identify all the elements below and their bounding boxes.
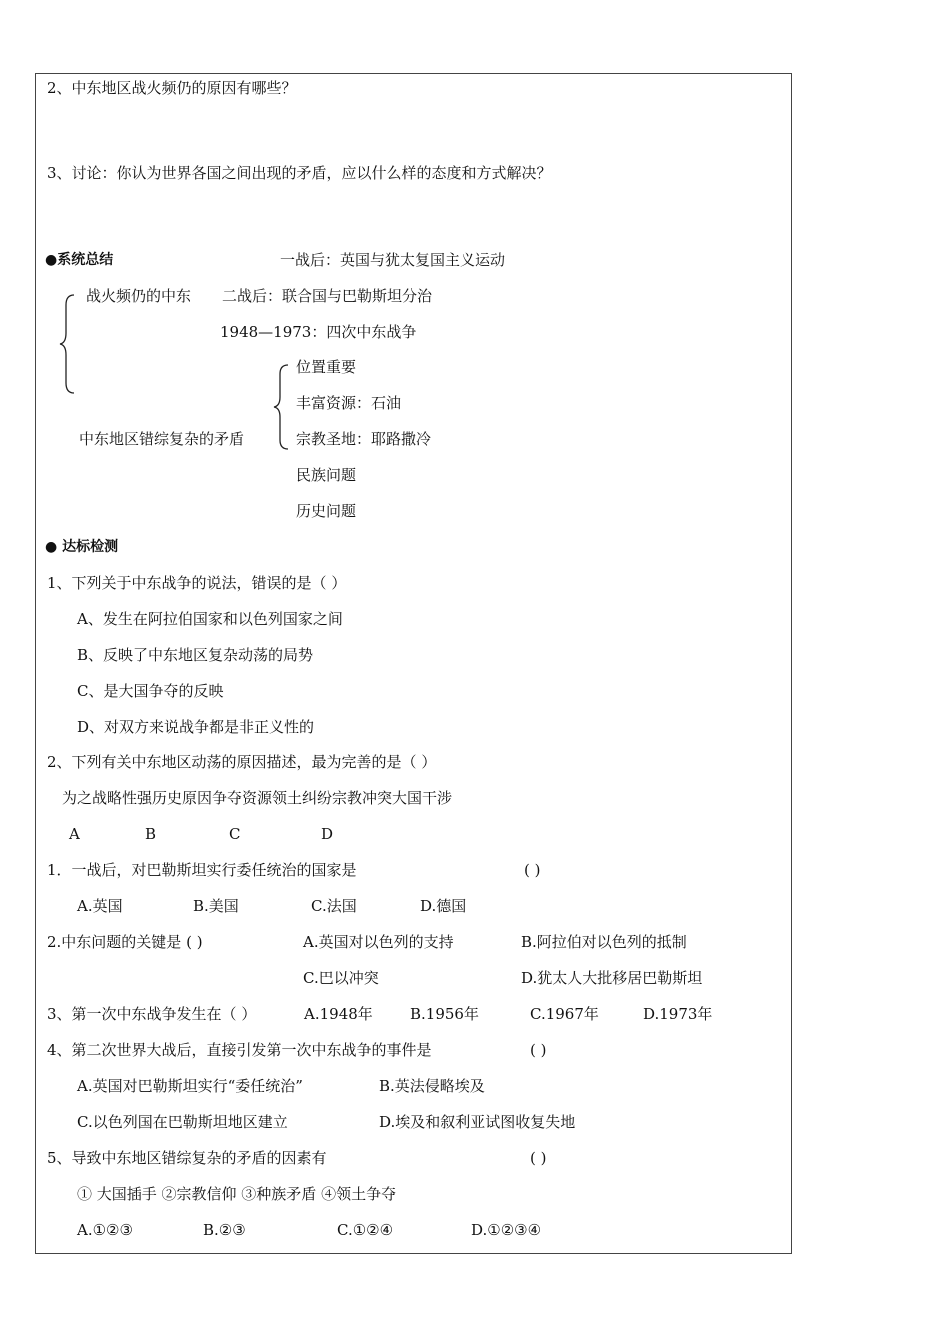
test-q5b-option-a: A.①②③ [77, 1221, 133, 1239]
summary-branch2-title: 中东地区错综复杂的矛盾 [79, 430, 245, 448]
test-q4b-option-b: B.英法侵略埃及 [379, 1077, 485, 1095]
test-q2b-option-a: A.英国对以色列的支持 [303, 933, 454, 951]
test-q3b-option-b: B.1956年 [410, 1005, 479, 1023]
summary-branch2-item: 位置重要 [296, 358, 357, 376]
test-q2b-option-b: B.阿拉伯对以色列的抵制 [521, 933, 687, 951]
test-q2-option-d: D [321, 825, 334, 843]
test-q2-option-a: A [69, 825, 80, 843]
test-q2-stem: 2、下列有关中东地区动荡的原因描述，最为完善的是（ ） [47, 753, 437, 771]
test-q1b-option-a: A.英国 [77, 897, 123, 915]
question-3: 3、讨论：你认为世界各国之间出现的矛盾，应以什么样的态度和方式解决？ [47, 164, 552, 182]
summary-branch2-item: 丰富资源：石油 [296, 394, 402, 412]
test-q4b-stem: 4、第二次世界大战后，直接引发第一次中东战争的事件是 [47, 1041, 432, 1059]
test-q2-option-c: C [229, 825, 241, 843]
test-q3b-option-c: C.1967年 [530, 1005, 599, 1023]
test-q3b-stem: 3、第一次中东战争发生在（ ） [47, 1005, 257, 1023]
question-2: 2、中东地区战火频仍的原因有哪些？ [47, 79, 297, 97]
summary-branch1-item: 1948—1973：四次中东战争 [220, 323, 417, 341]
test-q1b-option-d: D.德国 [420, 897, 467, 915]
test-q1b-stem: 1．一战后，对巴勒斯坦实行委任统治的国家是 [47, 861, 357, 879]
summary-branch2-item: 历史问题 [296, 502, 357, 520]
test-q5b-option-b: B.②③ [203, 1221, 246, 1239]
test-q2b-option-d: D.犹太人大批移居巴勒斯坦 [521, 969, 703, 987]
test-q5b-factors: ① 大国插手 ②宗教信仰 ③种族矛盾 ④领土争夺 [77, 1185, 397, 1203]
test-q4b-option-c: C.以色列国在巴勒斯坦地区建立 [77, 1113, 288, 1131]
right-brace [272, 363, 292, 451]
test-q1-stem: 1、下列关于中东战争的说法，错误的是（ ） [47, 574, 347, 592]
summary-heading: ●系统总结 [45, 252, 114, 268]
summary-branch2-item: 宗教圣地：耶路撒冷 [296, 430, 432, 448]
test-q4b-option-a: A.英国对巴勒斯坦实行“委任统治” [77, 1077, 303, 1095]
test-q5b-option-c: C.①②④ [337, 1221, 394, 1239]
test-q1-option-b: B、反映了中东地区复杂动荡的局势 [77, 646, 314, 664]
test-q1-option-c: C、是大国争夺的反映 [77, 682, 224, 700]
test-q3b-option-a: A.1948年 [304, 1005, 373, 1023]
test-q4b-option-d: D.埃及和叙利亚试图收复失地 [379, 1113, 576, 1131]
test-q1-option-a: A、发生在阿拉伯国家和以色列国家之间 [77, 610, 343, 628]
test-q4b-paren: ( ) [530, 1041, 547, 1059]
test-q5b-stem: 5、导致中东地区错综复杂的矛盾的因素有 [47, 1149, 327, 1167]
test-q1-option-d: D、对双方来说战争都是非正义性的 [77, 718, 315, 736]
summary-branch2-item: 民族问题 [296, 466, 357, 484]
test-q5b-option-d: D.①②③④ [471, 1221, 542, 1239]
test-q2b-stem: 2.中东问题的关键是 ( ) [47, 933, 203, 951]
test-q1b-option-c: C.法国 [311, 897, 357, 915]
test-q1b-option-b: B.美国 [193, 897, 239, 915]
test-q3b-option-d: D.1973年 [643, 1005, 713, 1023]
test-q1b-paren: ( ) [524, 861, 541, 879]
summary-branch1-item: 一战后：英国与犹太复国主义运动 [280, 251, 506, 269]
summary-branch1-title: 战火频仍的中东 [86, 287, 192, 305]
summary-branch1-item: 二战后：联合国与巴勒斯坦分治 [222, 287, 433, 305]
test-q2-line: 为之战略性强历史原因争夺资源领土纠纷宗教冲突大国干涉 [62, 789, 453, 807]
test-q2-option-b: B [145, 825, 157, 843]
test-heading: ● 达标检测 [45, 539, 119, 555]
test-q5b-paren: ( ) [530, 1149, 547, 1167]
left-brace [58, 293, 78, 396]
test-q2b-option-c: C.巴以冲突 [303, 969, 379, 987]
